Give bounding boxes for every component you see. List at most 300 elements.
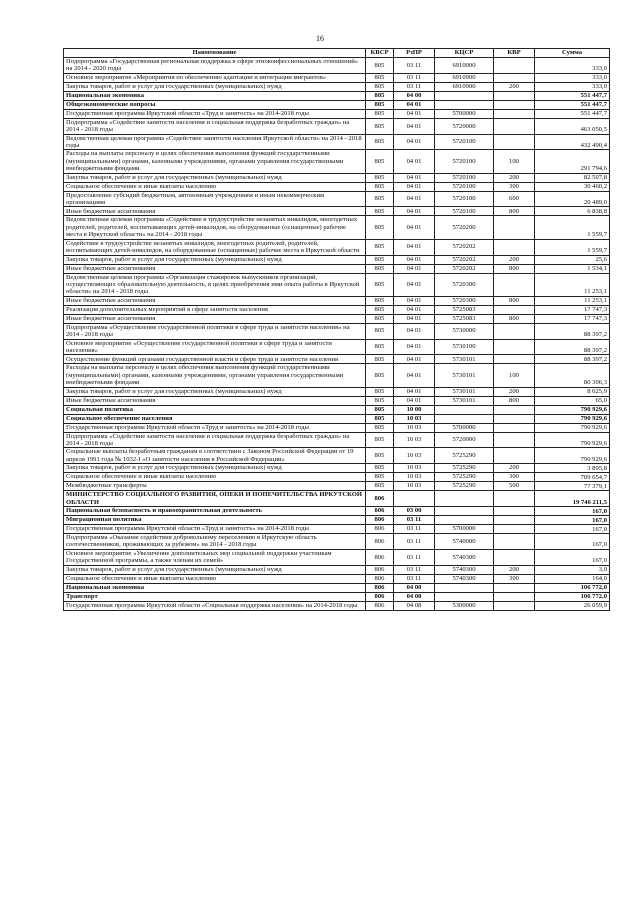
row-sum-cell: 88 397,2 [535,323,610,339]
row-name-cell: Государственная программа Иркутской области «Труд и занятость» на 2014-2018 годы [64,423,366,432]
row-kvsr-cell: 805 [366,73,394,82]
row-kvsr-cell: 805 [366,323,394,339]
row-kvsr-cell: 805 [366,118,394,134]
row-kvr-cell: 100 [494,364,535,387]
row-kvr-cell [494,516,535,525]
row-sum-cell: 790 929,6 [535,448,610,464]
row-sum-cell: 82 507,8 [535,173,610,182]
row-rzpr-cell: 04 01 [394,207,435,216]
row-kvr-cell: 200 [494,464,535,473]
row-kvsr-cell: 805 [366,405,394,414]
row-sum-cell: 167,0 [535,549,610,565]
row-rzpr-cell: 10 03 [394,482,435,491]
row-sum-cell: 26 059,9 [535,601,610,610]
table-row [64,507,610,516]
row-name-cell: Ведомственная целевая программа «Организация стажировок выпускников организаций, осуществляющих образовательную деятельность, в целях приобретения ими опыта работы в Иркутской области» на 2014 - 2018 годы [64,273,366,296]
row-kcsr-cell [435,91,494,100]
table-row [64,565,610,574]
table-row [64,516,610,525]
row-rzpr-cell: 04 01 [394,134,435,150]
table-row [64,58,610,74]
row-kvr-cell: 100 [494,150,535,173]
row-sum-cell: 333,0 [535,58,610,74]
row-kvsr-cell: 806 [366,516,394,525]
row-sum-cell: 551 447,7 [535,91,610,100]
row-rzpr-cell: 04 01 [394,355,435,364]
row-rzpr-cell: 04 01 [394,314,435,323]
row-sum-cell: 30 460,2 [535,182,610,191]
row-kcsr-cell: 5730000 [435,323,494,339]
row-rzpr-cell: 03 11 [394,525,435,534]
table-row [64,364,610,387]
row-kcsr-cell [435,100,494,109]
row-sum-cell: 463 050,5 [535,118,610,134]
table-row [64,264,610,273]
row-sum-cell: 167,0 [535,534,610,550]
row-kcsr-cell: 5730101 [435,387,494,396]
row-rzpr-cell: 03 11 [394,73,435,82]
row-kcsr-cell: 5700000 [435,109,494,118]
row-kcsr-cell: 5720100 [435,182,494,191]
row-name-cell: Межбюджетные трансферты [64,482,366,491]
table-row [64,525,610,534]
row-name-cell: Национальная экономика [64,91,366,100]
row-kvsr-cell: 805 [366,100,394,109]
row-rzpr-cell: 10 03 [394,432,435,448]
row-kvr-cell: 500 [494,482,535,491]
row-kvsr-cell: 805 [366,482,394,491]
table-row [64,216,610,239]
row-kvsr-cell: 805 [366,182,394,191]
row-kvsr-cell: 806 [366,592,394,601]
row-name-cell: Подпрограмма «Оказание содействия добровольному переселению в Иркутскую область соотечественников, проживающих за рубежом» на 2014 - 2018 годы [64,534,366,550]
row-kcsr-cell: 5730100 [435,339,494,355]
row-sum-cell: 790 929,6 [535,432,610,448]
row-name-cell: Государственная программа Иркутской области «Труд и занятость» на 2014-2018 годы [64,109,366,118]
row-kcsr-cell: 5720100 [435,207,494,216]
row-rzpr-cell: 04 01 [394,173,435,182]
row-kvr-cell [494,91,535,100]
row-kvr-cell [494,549,535,565]
row-rzpr-cell: 04 01 [394,364,435,387]
row-rzpr-cell: 04 00 [394,91,435,100]
row-sum-cell: 17 747,3 [535,305,610,314]
row-kcsr-cell [435,507,494,516]
row-kvr-cell [494,305,535,314]
row-kvsr-cell: 805 [366,91,394,100]
row-kvsr-cell: 805 [366,273,394,296]
row-name-cell: Социальные выплаты безработным гражданам в соответствии с Законом Российской Федерации от 19 апреля 1991 года № 1032-I «О занятости населения в Российской Федерации» [64,448,366,464]
row-name-cell: Иные бюджетные ассигнования [64,314,366,323]
row-kvsr-cell: 806 [366,601,394,610]
row-name-cell: Транспорт [64,592,366,601]
row-kvsr-cell: 805 [366,387,394,396]
table-row [64,423,610,432]
row-rzpr-cell: 03 11 [394,534,435,550]
row-kvr-cell [494,355,535,364]
row-name-cell: Предоставление субсидий бюджетным, автономным учреждениям и иным некоммерческим организациям [64,191,366,207]
row-kvsr-cell: 805 [366,448,394,464]
row-kvr-cell: 800 [494,396,535,405]
row-name-cell: Закупка товаров, работ и услуг для государственных (муниципальных) нужд [64,387,366,396]
row-kvr-cell [494,109,535,118]
row-kcsr-cell [435,583,494,592]
row-kvr-cell [494,423,535,432]
row-sum-cell: 80 306,3 [535,364,610,387]
table-body [64,58,610,611]
row-kvr-cell [494,273,535,296]
table-row [64,273,610,296]
row-kvr-cell [494,448,535,464]
row-name-cell: Закупка товаров, работ и услуг для государственных (муниципальных) нужд [64,173,366,182]
table-row [64,405,610,414]
row-kcsr-cell: 5700000 [435,525,494,534]
row-rzpr-cell: 04 01 [394,109,435,118]
row-kvsr-cell: 806 [366,507,394,516]
row-kcsr-cell [435,414,494,423]
row-kvsr-cell: 805 [366,58,394,74]
table-row [64,73,610,82]
table-row [64,534,610,550]
row-kcsr-cell: 5720100 [435,173,494,182]
row-name-cell: Основное мероприятие «Осуществление государственной политики в сфере труда и занятости населения» [64,339,366,355]
row-kvr-cell [494,432,535,448]
row-kvsr-cell: 806 [366,491,394,507]
row-kcsr-cell [435,516,494,525]
row-name-cell: Социальное обеспечение населения [64,414,366,423]
row-name-cell: Ведомственная целевая программа «Содействие в трудоустройстве незанятых инвалидов, многодетных родителей, родителей, воспитывающих детей-инвалидов, на оборудованные (оснащенные) рабочие места в Иркутской области» на 2014 - 2018 годы [64,216,366,239]
row-kcsr-cell: 5725083 [435,314,494,323]
row-kvsr-cell: 805 [366,339,394,355]
row-kcsr-cell: 5720202 [435,239,494,255]
row-kvr-cell [494,507,535,516]
row-kcsr-cell: 5720100 [435,150,494,173]
row-rzpr-cell: 04 01 [394,150,435,173]
row-kvr-cell [494,118,535,134]
row-kvr-cell [494,592,535,601]
row-kvr-cell: 800 [494,314,535,323]
row-sum-cell: 333,0 [535,82,610,91]
row-rzpr-cell: 04 01 [394,296,435,305]
row-sum-cell: 164,0 [535,574,610,583]
row-name-cell: Иные бюджетные ассигнования [64,264,366,273]
row-kvr-cell [494,239,535,255]
table-row [64,296,610,305]
row-rzpr-cell: 04 01 [394,255,435,264]
row-kcsr-cell: 5740000 [435,534,494,550]
row-rzpr-cell [394,491,435,507]
row-kvsr-cell: 805 [366,396,394,405]
column-header-rzpr: РзПР [394,49,435,58]
row-kvsr-cell: 805 [366,264,394,273]
row-kvr-cell: 600 [494,191,535,207]
row-sum-cell: 6 838,8 [535,207,610,216]
row-kvr-cell: 800 [494,264,535,273]
row-kcsr-cell: 6910000 [435,58,494,74]
row-sum-cell: 88 397,2 [535,339,610,355]
row-kvsr-cell: 805 [366,239,394,255]
row-kvsr-cell: 806 [366,574,394,583]
row-name-cell: Основное мероприятие «Увеличение дополнительных мер социальной поддержки участникам Государственной программы, а также членам их семей» [64,549,366,565]
table-row [64,118,610,134]
row-name-cell: Подпрограмма «Осуществление государственной политики в сфере труда и занятости населения» на 2014 - 2018 годы [64,323,366,339]
table-row [64,583,610,592]
row-name-cell: Закупка товаров, работ и услуг для государственных (муниципальных) нужд [64,82,366,91]
row-kcsr-cell: 5300000 [435,601,494,610]
row-rzpr-cell: 03 11 [394,574,435,583]
table-header-row [64,49,610,58]
row-rzpr-cell: 03 11 [394,549,435,565]
row-kcsr-cell: 5730101 [435,396,494,405]
row-name-cell: Содействие в трудоустройстве незанятых инвалидов, многодетных родителей, родителей, воспитывающих детей-инвалидов, на оборудованные (оснащенные) рабочие места в Иркутской области [64,239,366,255]
table-row [64,387,610,396]
row-sum-cell: 1 534,1 [535,264,610,273]
row-kcsr-cell: 5725290 [435,464,494,473]
row-kvr-cell [494,525,535,534]
row-kvsr-cell: 805 [366,364,394,387]
row-kvr-cell [494,134,535,150]
row-kcsr-cell: 5720202 [435,255,494,264]
row-kcsr-cell: 5725290 [435,448,494,464]
row-rzpr-cell: 03 11 [394,565,435,574]
row-rzpr-cell: 04 01 [394,264,435,273]
row-name-cell: Социальное обеспечение и иные выплаты населению [64,473,366,482]
row-kcsr-cell: 5725290 [435,482,494,491]
row-kvsr-cell: 806 [366,565,394,574]
row-kvsr-cell: 805 [366,191,394,207]
table-row [64,592,610,601]
column-header-kcsr: КЦСР [435,49,494,58]
row-rzpr-cell: 04 01 [394,100,435,109]
row-kcsr-cell: 6910900 [435,82,494,91]
row-kcsr-cell: 5730101 [435,364,494,387]
row-kvr-cell [494,100,535,109]
table-row [64,355,610,364]
row-rzpr-cell: 04 01 [394,387,435,396]
row-rzpr-cell: 10 03 [394,414,435,423]
row-kvr-cell: 200 [494,387,535,396]
row-name-cell: Миграционная политика [64,516,366,525]
row-kcsr-cell: 5740300 [435,565,494,574]
row-kvr-cell [494,534,535,550]
row-sum-cell: 11 253,1 [535,273,610,296]
row-name-cell: Реализация дополнительных мероприятий в сфере занятости населения [64,305,366,314]
row-name-cell: Государственная программа Иркутской области «Социальная поддержка населения» на 2014-2018 годы [64,601,366,610]
table-row [64,432,610,448]
row-sum-cell: 551 447,7 [535,100,610,109]
row-name-cell: Социальное обеспечение и иные выплаты населению [64,574,366,583]
row-name-cell: Социальная политика [64,405,366,414]
row-rzpr-cell: 04 01 [394,339,435,355]
row-kvsr-cell: 805 [366,414,394,423]
row-kvr-cell [494,491,535,507]
row-name-cell: Социальное обеспечение и иные выплаты населению [64,182,366,191]
row-rzpr-cell: 04 01 [394,182,435,191]
row-name-cell: Расходы на выплаты персоналу в целях обеспечения выполнения функций государственными (муниципальными) органами, казенными учреждениями, органами управления государственными внебюджетными фондами [64,150,366,173]
row-sum-cell: 432 490,4 [535,134,610,150]
table-row [64,323,610,339]
table-row [64,414,610,423]
row-name-cell: Государственная программа Иркутской области «Труд и занятость» на 2014-2018 годы [64,525,366,534]
row-kvsr-cell: 805 [366,355,394,364]
row-kvr-cell: 300 [494,574,535,583]
table-row [64,134,610,150]
budget-table [63,48,610,611]
table-row [64,339,610,355]
row-kcsr-cell: 5720200 [435,216,494,239]
table-row [64,239,610,255]
row-name-cell: Иные бюджетные ассигнования [64,396,366,405]
row-kvsr-cell: 805 [366,82,394,91]
row-kvsr-cell: 805 [366,423,394,432]
row-kvr-cell: 300 [494,182,535,191]
row-kcsr-cell [435,405,494,414]
table-row [64,314,610,323]
row-sum-cell: 11 253,1 [535,296,610,305]
row-kcsr-cell: 5720100 [435,134,494,150]
row-kvr-cell: 200 [494,255,535,264]
row-rzpr-cell: 03 11 [394,82,435,91]
row-kvsr-cell: 806 [366,549,394,565]
table-row [64,396,610,405]
row-rzpr-cell: 03 11 [394,516,435,525]
column-header-sum: Сумма [535,49,610,58]
column-header-kvr: КВР [494,49,535,58]
row-sum-cell: 333,0 [535,73,610,82]
table-row [64,207,610,216]
row-sum-cell: 8 025,9 [535,387,610,396]
table-row [64,191,610,207]
row-kcsr-cell: 5720000 [435,118,494,134]
row-name-cell: МИНИСТЕРСТВО СОЦИАЛЬНОГО РАЗВИТИЯ, ОПЕКИ И ПОПЕЧИТЕЛЬСТВА ИРКУТСКОЙ ОБЛАСТИ [64,491,366,507]
row-sum-cell: 3 895,8 [535,464,610,473]
row-kvsr-cell: 805 [366,255,394,264]
table-row [64,464,610,473]
row-name-cell: Расходы на выплаты персоналу в целях обеспечения выполнения функций государственными (муниципальными) органами, казенными учреждениями, органами управления государственными внебюджетными фондами [64,364,366,387]
row-rzpr-cell: 04 08 [394,592,435,601]
row-name-cell: Осуществление функций органами государственной власти в сфере труда и занятости населения [64,355,366,364]
row-sum-cell: 3,0 [535,565,610,574]
row-name-cell: Ведомственная целевая программа «Содействие занятости населения Иркутской области» на 2014 - 2018 годы [64,134,366,150]
row-rzpr-cell: 04 01 [394,118,435,134]
row-rzpr-cell: 10 03 [394,464,435,473]
row-rzpr-cell: 04 01 [394,216,435,239]
row-sum-cell: 167,0 [535,516,610,525]
row-rzpr-cell: 10 03 [394,473,435,482]
row-sum-cell: 790 929,6 [535,405,610,414]
row-rzpr-cell: 10 03 [394,423,435,432]
row-rzpr-cell: 04 01 [394,273,435,296]
table-row [64,305,610,314]
row-kcsr-cell: 5730101 [435,355,494,364]
row-sum-cell: 709 654,7 [535,473,610,482]
row-kvsr-cell: 806 [366,583,394,592]
table-row [64,574,610,583]
column-header-kvsr: КВСР [366,49,394,58]
row-name-cell: Национальная безопасность и правоохранительная деятельность [64,507,366,516]
table-row [64,549,610,565]
row-name-cell: Подпрограмма «Государственная региональная поддержка в сфере этноконфессиональных отношений» на 2014 - 2020 годы [64,58,366,74]
row-rzpr-cell: 04 00 [394,583,435,592]
row-sum-cell: 790 929,6 [535,414,610,423]
row-rzpr-cell: 04 01 [394,396,435,405]
row-name-cell: Национальная экономика [64,583,366,592]
row-kvsr-cell: 805 [366,464,394,473]
row-name-cell: Иные бюджетные ассигнования [64,207,366,216]
table-row [64,255,610,264]
row-sum-cell: 77 379,1 [535,482,610,491]
row-sum-cell: 20 489,0 [535,191,610,207]
row-rzpr-cell: 04 08 [394,601,435,610]
row-kcsr-cell: 5725083 [435,305,494,314]
row-kcsr-cell: 5720300 [435,273,494,296]
table-row [64,601,610,610]
row-kvsr-cell: 806 [366,534,394,550]
row-kvsr-cell: 806 [366,525,394,534]
row-sum-cell: 17 747,3 [535,314,610,323]
row-kcsr-cell: 5740300 [435,574,494,583]
row-kvsr-cell: 805 [366,296,394,305]
row-rzpr-cell: 03 11 [394,58,435,74]
row-kcsr-cell: 5700000 [435,423,494,432]
row-sum-cell: 291 794,6 [535,150,610,173]
table-row [64,100,610,109]
row-kvr-cell: 200 [494,565,535,574]
row-sum-cell: 19 746 211,5 [535,491,610,507]
row-sum-cell: 25,6 [535,255,610,264]
table-row [64,482,610,491]
column-header-name: Наименование [64,49,366,58]
table-row [64,91,610,100]
row-kvr-cell [494,414,535,423]
row-kvsr-cell: 805 [366,173,394,182]
row-sum-cell: 167,0 [535,525,610,534]
row-name-cell: Подпрограмма «Содействие занятости населения и социальная поддержка безработных граждан» на 2014 - 2018 годы [64,432,366,448]
row-kvsr-cell: 805 [366,134,394,150]
row-kcsr-cell [435,592,494,601]
row-name-cell: Подпрограмма «Содействие занятости населения и социальная поддержка безработных граждан» на 2014 - 2018 годы [64,118,366,134]
row-kvr-cell: 800 [494,296,535,305]
table-row [64,150,610,173]
row-sum-cell: 551 447,7 [535,109,610,118]
row-name-cell: Закупка товаров, работ и услуг для государственных (муниципальных) нужд [64,464,366,473]
row-kcsr-cell: 5720202 [435,264,494,273]
row-sum-cell: 790 929,6 [535,423,610,432]
row-kvr-cell: 200 [494,173,535,182]
row-rzpr-cell: 04 01 [394,323,435,339]
table-row [64,182,610,191]
row-kcsr-cell: 5720300 [435,296,494,305]
row-kcsr-cell: 5720000 [435,432,494,448]
row-kvr-cell [494,601,535,610]
table-row [64,82,610,91]
row-name-cell: Закупка товаров, работ и услуг для государственных (муниципальных) нужд [64,565,366,574]
row-kvsr-cell: 805 [366,150,394,173]
row-sum-cell: 167,0 [535,507,610,516]
row-name-cell: Основное мероприятие «Мероприятия по обеспечению адаптации и интеграции мигрантов» [64,73,366,82]
row-kvsr-cell: 805 [366,305,394,314]
row-kcsr-cell [435,491,494,507]
table-row [64,173,610,182]
row-kvr-cell [494,405,535,414]
row-kvr-cell [494,339,535,355]
row-kcsr-cell: 5725290 [435,473,494,482]
row-name-cell: Общеэкономические вопросы [64,100,366,109]
row-kvr-cell [494,58,535,74]
row-kcsr-cell: 5720100 [435,191,494,207]
row-name-cell: Закупка товаров, работ и услуг для государственных (муниципальных) нужд [64,255,366,264]
row-kvsr-cell: 805 [366,207,394,216]
